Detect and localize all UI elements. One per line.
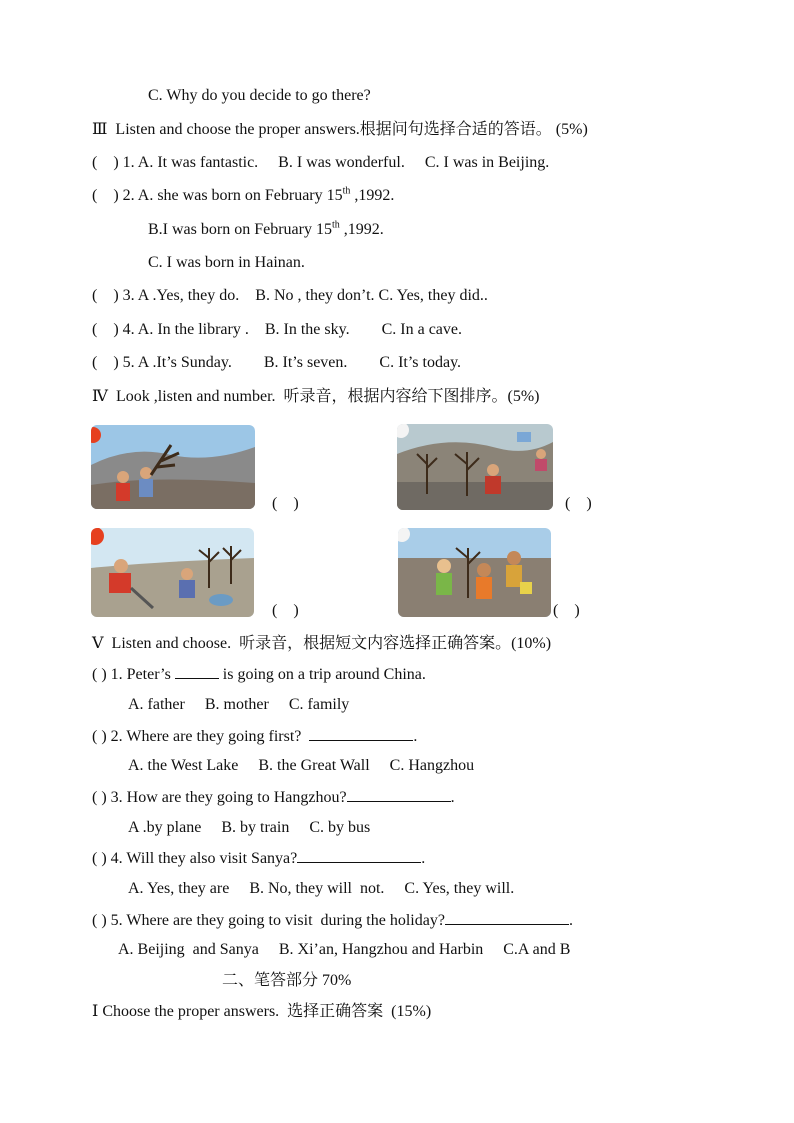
q2b-sup: th [331,219,340,231]
sec3-question-2-b [148,220,384,240]
sec5-question-2 [92,726,417,747]
written-part-title: 二、笔答部分 70% [222,972,352,989]
sec5-question-3 [92,787,455,808]
sec5-question-1 [92,664,426,685]
q2-period: . [413,728,418,745]
q3-text: ( ) 3. How are they going to Hangzhou? [92,789,347,806]
q5-blank[interactable] [445,910,569,925]
q2-blank[interactable] [309,726,413,741]
q5-period: . [568,912,573,929]
written-section-1-heading: Ⅰ Choose the proper answers. 选择正确答案 (15%) [92,1003,432,1020]
q1-blank[interactable] [175,664,219,679]
q2-text: ( ) 2. Where are they going first? [92,728,310,745]
section-3-heading: Ⅲ Listen and choose the proper answers.根据问句选择合适的答语。 (5%) [92,121,588,138]
q1-text-b: is going on a trip around China. [218,666,426,683]
q3-blank[interactable] [347,787,451,802]
answer-paren-1[interactable]: ( ) [272,495,299,512]
sec5-question-4 [92,848,425,869]
sec3-question-2 [92,186,394,206]
section-5-heading: Ⅴ Listen and choose. 听录音，根据短文内容选择正确答案。(10%) [92,635,552,652]
q4-text: ( ) 4. Will they also visit Sanya? [92,850,298,867]
sec5-question-2-options: A. the West Lake B. the Great Wall C. Hangzhou [128,757,475,774]
sec5-question-5-options: A. Beijing and Sanya B. Xi’an, Hangzhou and Harbin C.A and B [118,941,571,958]
q2-sup: th [342,185,351,197]
sec5-question-4-options: A. Yes, they are B. No, they will not. C. Yes, they will. [128,880,515,897]
q2b-text: B.I was born on February 15 [148,221,332,238]
q2b-year: ,1992. [339,221,384,238]
sec5-question-1-options: A. father B. mother C. family [128,696,350,713]
q2-year: ,1992. [350,187,395,204]
sec5-question-3-options: A .by plane B. by train C. by bus [128,819,371,836]
picture-digging [91,528,254,617]
sec5-question-5 [92,910,573,931]
answer-paren-2[interactable]: ( ) [565,495,592,512]
sec3-question-4: ( ) 4. A. In the library . B. In the sky. C. In a cave. [92,321,462,338]
option-c-line: C. Why do you decide to go there? [148,87,371,104]
picture-carrying-tree [91,425,255,509]
q1-text-a: ( ) 1. Peter’s [92,666,175,683]
q5-text: ( ) 5. Where are they going to visit during the holiday? [92,912,445,929]
sec3-question-1: ( ) 1. A. It was fantastic. B. I was wonderful. C. I was in Beijing. [92,154,550,171]
section-4-heading: Ⅳ Look ,listen and number. 听录音，根据内容给下图排序。(5%) [92,388,540,405]
sec3-question-3: ( ) 3. A .Yes, they do. B. No , they don’t. C. Yes, they did.. [92,287,488,304]
q2-text: ( ) 2. A. she was born on February 15 [92,187,343,204]
q4-blank[interactable] [297,848,421,863]
sec3-question-2-c: C. I was born in Hainan. [148,254,305,271]
q4-period: . [421,850,426,867]
q3-period: . [450,789,455,806]
answer-paren-4[interactable]: ( ) [553,602,580,619]
answer-paren-3[interactable]: ( ) [272,602,299,619]
sec3-question-5: ( ) 5. A .It’s Sunday. B. It’s seven. C. It’s today. [92,354,462,371]
picture-watering [398,528,551,617]
picture-planting-tree [397,424,553,510]
